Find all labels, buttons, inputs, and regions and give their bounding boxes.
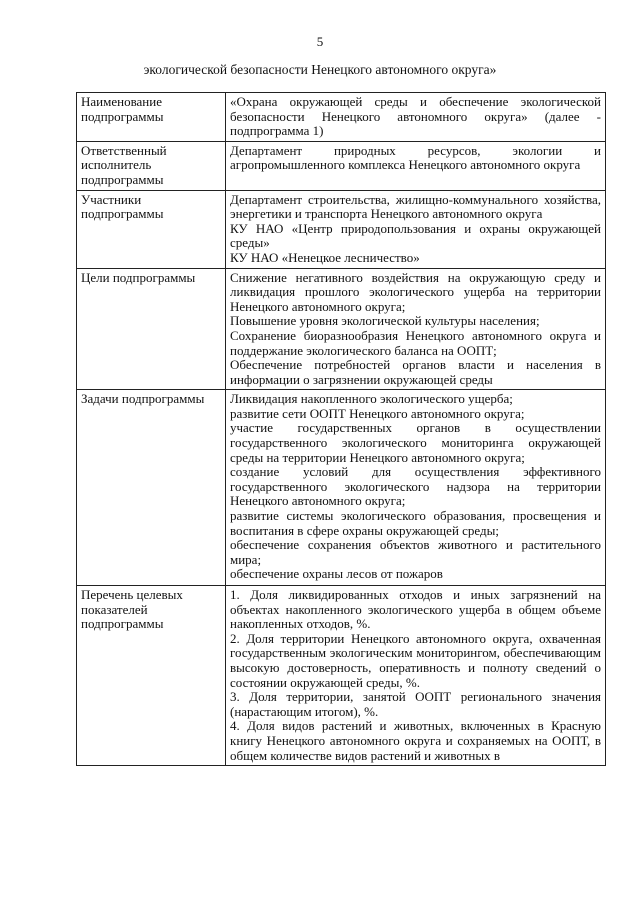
table-row-tasks <box>77 390 606 586</box>
content-line: 2. Доля территории Ненецкого автономного округа, охваченная государственным экологическим мониторингом, обеспечивающим высокую достоверность, оперативность и полноту сведений о состоянии окружающей среды, %. <box>230 630 601 690</box>
content-line: развитие системы экологического образования, просвещения и воспитания в сфере охраны окружающей среды; <box>230 508 601 538</box>
content-line: создание условий для осуществления эффективного государственного экологического надзора на территории Ненецкого автономного округа; <box>230 464 601 509</box>
content-line: Департамент природных ресурсов, экологии и агропромышленного комплекса Ненецкого автономного округа <box>230 142 601 173</box>
content-line: Ликвидация накопленного экологического ущерба; <box>230 391 513 407</box>
table-row-indicators <box>77 586 606 766</box>
table-row-participants <box>77 190 606 268</box>
row-content <box>226 141 606 190</box>
content-line: Повышение уровня экологической культуры населения; <box>230 313 540 329</box>
content-line: КУ НАО «Центр природопользования и охраны окружающей среды» <box>230 220 601 251</box>
row-label: Участники подпрограммы <box>77 190 226 268</box>
row-content <box>226 93 606 142</box>
content-line: обеспечение охраны лесов от пожаров <box>230 566 443 582</box>
content-line: Обеспечение потребностей органов власти и населения в информации о загрязнении окружающей среды <box>230 357 601 387</box>
row-label: Цели подпрограммы <box>77 268 226 390</box>
row-content <box>226 586 606 766</box>
content-line: КУ НАО «Ненецкое лесничество» <box>230 249 420 265</box>
row-label: Наименование подпрограммы <box>77 93 226 142</box>
subprogram-passport-table <box>76 92 606 766</box>
content-line: участие государственных органов в осуществлении государственного экологического мониторинга окружающей среды на территории Ненецкого автономного округа; <box>230 420 601 465</box>
content-line: развитие сети ООПТ Ненецкого автономного округа; <box>230 405 525 421</box>
content-line: 3. Доля территории, занятой ООПТ регионального значения (нарастающим итогом), %. <box>230 689 601 719</box>
row-content <box>226 190 606 268</box>
row-content <box>226 268 606 390</box>
content-line: Снижение негативного воздействия на окружающую среду и ликвидация прошлого экологического ущерба на территории Ненецкого автономного округа; <box>230 269 601 314</box>
row-label: Задачи подпрограммы <box>77 390 226 586</box>
content-line: 1. Доля ликвидированных отходов и иных загрязнений на объектах накопленного экологического ущерба в общем объеме накопленных отходов, %. <box>230 587 601 632</box>
content-line: Сохранение биоразнообразия Ненецкого автономного округа и поддержание экологического баланса на ООПТ; <box>230 327 601 358</box>
content-line: обеспечение сохранения объектов животного и растительного мира; <box>230 537 601 567</box>
content-line: «Охрана окружающей среды и обеспечение экологической безопасности Ненецкого автономного округа» (далее - подпрограмма 1) <box>230 94 601 139</box>
page-number: 5 <box>316 34 324 49</box>
row-label: Ответственный исполнитель подпрограммы <box>77 141 226 190</box>
content-line: 4. Доля видов растений и животных, включенных в Красную книгу Ненецкого автономного округа и сохраняемых на ООПТ, в общем количестве видов растений и животных в <box>230 718 601 763</box>
table-row-goals <box>77 268 606 390</box>
table-row-name <box>77 93 606 142</box>
content-line: Департамент строительства, жилищно-коммунального хозяйства, энергетики и транспорта Ненецкого автономного округа <box>230 191 601 222</box>
row-label: Перечень целевых показателей подпрограммы <box>77 586 226 766</box>
program-title-continuation: экологической безопасности Ненецкого автономного округа» <box>143 62 497 77</box>
table-row-responsible <box>77 141 606 190</box>
row-content <box>226 390 606 586</box>
